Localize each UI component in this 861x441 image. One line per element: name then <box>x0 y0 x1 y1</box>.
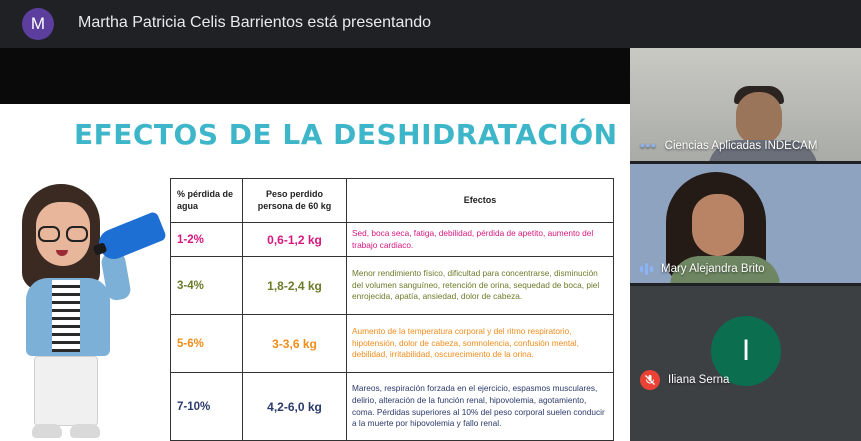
presenter-bar <box>0 0 861 48</box>
table-header-row <box>171 179 614 223</box>
speaking-dots-icon: ••• <box>640 138 657 153</box>
row-effects: Menor rendimiento físico, dificultad para concentrarse, disminución del volumen sanguíneo, retención de orina, sequedad de boca, piel enrojecida, apatía, ansiedad, dolor de cabeza. <box>347 257 614 315</box>
water-bottle-icon <box>95 211 167 264</box>
participant-tile[interactable] <box>630 48 861 161</box>
slide-title: EFECTOS DE LA DESHIDRATACIÓN <box>74 118 618 151</box>
dehydration-effects-table <box>170 178 614 441</box>
row-weight: 4,2-6,0 kg <box>243 373 347 441</box>
audio-bars-icon <box>640 263 653 275</box>
participant-name: Ciencias Aplicadas INDECAM <box>664 139 818 152</box>
row-effects: Mareos, respiración forzada en el ejercicio, espasmos musculares, delirio, alteración de la función renal, hipovolemia, agotamiento, coma. Pérdidas superiores al 10% del peso corporal suelen conducir a la muerte por hipovolemia y fallo renal. <box>347 373 614 441</box>
table-row <box>171 257 614 315</box>
row-weight: 3-3,6 kg <box>243 315 347 373</box>
row-percent: 7-10% <box>171 373 243 441</box>
glasses-icon <box>38 226 90 242</box>
row-weight: 1,8-2,4 kg <box>243 257 347 315</box>
row-percent: 3-4% <box>171 257 243 315</box>
slide-letterbox <box>0 48 630 104</box>
row-weight: 0,6-1,2 kg <box>243 223 347 257</box>
header-weight-lost: Peso perdido persona de 60 kg <box>243 179 347 223</box>
participant-name: Iliana Serna <box>668 374 730 386</box>
bitmoji-figure <box>12 182 162 441</box>
participant-video <box>692 194 744 256</box>
header-water-loss: % pérdida de agua <box>171 179 243 223</box>
row-percent: 5-6% <box>171 315 243 373</box>
row-effects: Sed, boca seca, fatiga, debilidad, pérdida de apetito, aumento del trabajo cardiaco. <box>347 223 614 257</box>
table-row <box>171 223 614 257</box>
participant-video <box>736 92 782 144</box>
participant-tile[interactable] <box>630 286 861 441</box>
participant-tile[interactable] <box>630 164 861 283</box>
participants-panel <box>630 48 861 441</box>
row-percent: 1-2% <box>171 223 243 257</box>
row-effects: Aumento de la temperatura corporal y del ritmo respiratorio, hipotensión, dolor de cabeza, somnolencia, confusión mental, debilidad, irritabilidad, oscurecimiento de la orina. <box>347 315 614 373</box>
header-effects: Efectos <box>347 179 614 223</box>
participant-avatar: I <box>711 316 781 386</box>
presenter-avatar: M <box>22 8 54 40</box>
participant-name: Mary Alejandra Brito <box>661 263 765 275</box>
table-row <box>171 315 614 373</box>
table-row <box>171 373 614 441</box>
mic-muted-icon <box>640 370 660 390</box>
presenter-status-text: Martha Patricia Celis Barrientos está presentando <box>78 14 432 31</box>
shared-slide[interactable] <box>0 104 630 441</box>
